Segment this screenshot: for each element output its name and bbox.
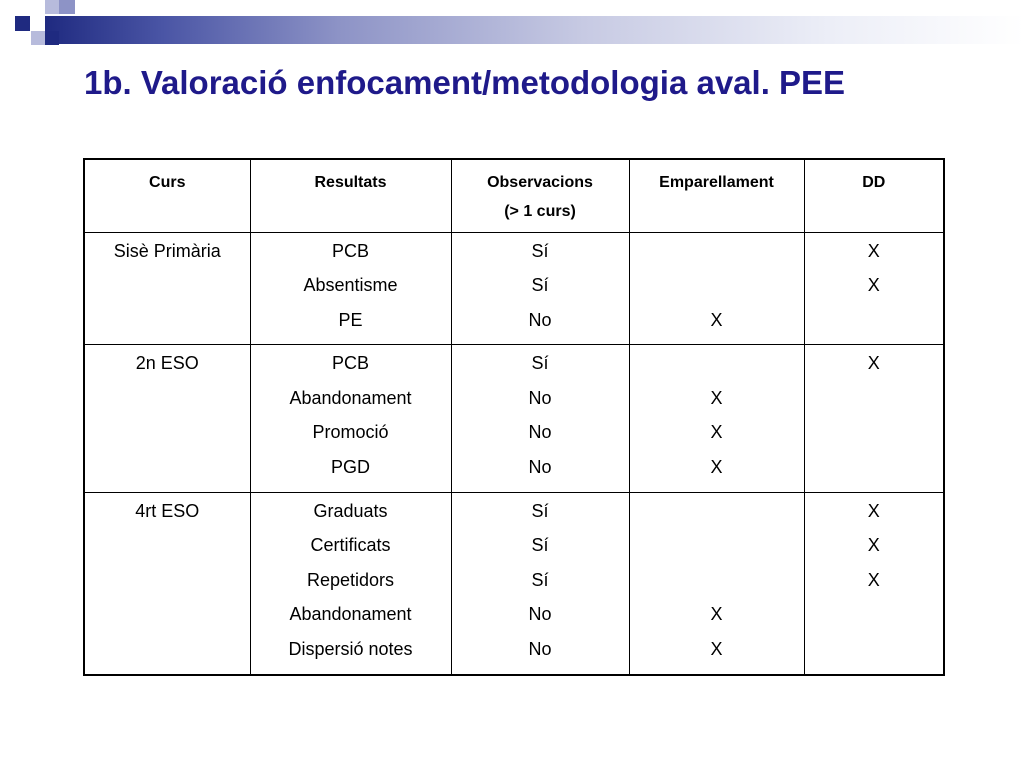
resultat-item: PE	[338, 309, 363, 330]
cell-curs	[84, 492, 250, 674]
resultat-item: PCB	[331, 240, 369, 261]
table-row	[84, 232, 944, 345]
cell-emparellament	[629, 345, 804, 492]
emparellament-mark: X	[710, 604, 723, 625]
decor-square-dark	[45, 31, 59, 45]
cell-emparellament	[629, 492, 804, 674]
resultat-item: Graduats	[313, 500, 388, 521]
emparellament-mark	[630, 239, 804, 274]
cell-resultats	[250, 492, 451, 674]
header-observacions-label: Observacions	[487, 174, 593, 191]
observacio-item: No	[528, 604, 552, 625]
decor-square-mid	[59, 0, 75, 14]
dd-mark	[805, 637, 944, 672]
decor-square-light	[31, 31, 45, 45]
cell-observacions	[451, 492, 629, 674]
emparellament-mark: X	[710, 457, 723, 478]
dd-mark	[805, 420, 944, 455]
dd-mark	[805, 602, 944, 637]
header-dd: DD	[804, 159, 944, 232]
resultat-item: Certificats	[310, 535, 391, 556]
observacio-item: Sí	[531, 275, 549, 296]
emparellament-mark	[630, 568, 804, 603]
cell-resultats	[250, 232, 451, 345]
dd-mark: X	[867, 275, 880, 296]
emparellament-mark: X	[710, 639, 723, 660]
table-row	[84, 492, 944, 674]
header-observacions-sub: (> 1 curs)	[504, 203, 576, 220]
observacio-item: Sí	[531, 500, 549, 521]
observacio-item: Sí	[531, 569, 549, 590]
dd-mark: X	[867, 500, 880, 521]
cell-resultats	[250, 345, 451, 492]
page-title: 1b. Valoració enfocament/metodologia aval. PEE	[84, 64, 846, 101]
resultat-item: Abandonament	[289, 387, 412, 408]
observacio-item: No	[528, 309, 552, 330]
evaluation-table	[83, 158, 945, 676]
observacio-item: No	[528, 387, 552, 408]
observacio-item: No	[528, 422, 552, 443]
header-curs: Curs	[84, 159, 250, 232]
cell-curs	[84, 232, 250, 345]
emparellament-mark: X	[710, 422, 723, 443]
resultat-item: Promoció	[312, 422, 389, 443]
header-emparellament: Emparellament	[629, 159, 804, 232]
observacio-item: No	[528, 457, 552, 478]
curs-value: 2n ESO	[135, 353, 199, 374]
table-row	[84, 345, 944, 492]
decor-square-dark	[15, 16, 30, 31]
emparellament-mark: X	[710, 387, 723, 408]
decor-square-white	[31, 16, 45, 30]
dd-mark	[805, 455, 944, 490]
dd-mark	[805, 386, 944, 421]
emparellament-mark	[630, 351, 804, 386]
dd-mark	[805, 308, 944, 343]
dd-mark: X	[867, 240, 880, 261]
decor-square-light	[45, 0, 59, 14]
dd-mark: X	[867, 535, 880, 556]
table-header-row	[84, 159, 944, 232]
header-resultats: Resultats	[250, 159, 451, 232]
resultat-item: PCB	[331, 353, 369, 374]
observacio-item: Sí	[531, 240, 549, 261]
cell-dd	[804, 345, 944, 492]
curs-value: 4rt ESO	[135, 500, 200, 521]
resultat-item: PGD	[330, 457, 370, 478]
curs-value: Sisè Primària	[113, 240, 221, 261]
resultat-item: Repetidors	[306, 569, 395, 590]
observacio-item: Sí	[531, 353, 549, 374]
cell-emparellament	[629, 232, 804, 345]
resultat-item: Dispersió notes	[288, 639, 413, 660]
emparellament-mark: X	[710, 309, 723, 330]
cell-dd	[804, 232, 944, 345]
cell-observacions	[451, 345, 629, 492]
resultat-item: Abandonament	[289, 604, 412, 625]
cell-dd	[804, 492, 944, 674]
observacio-item: No	[528, 639, 552, 660]
cell-curs	[84, 345, 250, 492]
dd-mark: X	[867, 353, 880, 374]
cell-observacions	[451, 232, 629, 345]
emparellament-mark	[630, 273, 804, 308]
emparellament-mark	[630, 533, 804, 568]
header-observacions	[451, 159, 629, 232]
emparellament-mark	[630, 499, 804, 534]
resultat-item: Absentisme	[303, 275, 398, 296]
dd-mark: X	[867, 569, 880, 590]
observacio-item: Sí	[531, 535, 549, 556]
header-gradient-band	[45, 16, 1024, 44]
